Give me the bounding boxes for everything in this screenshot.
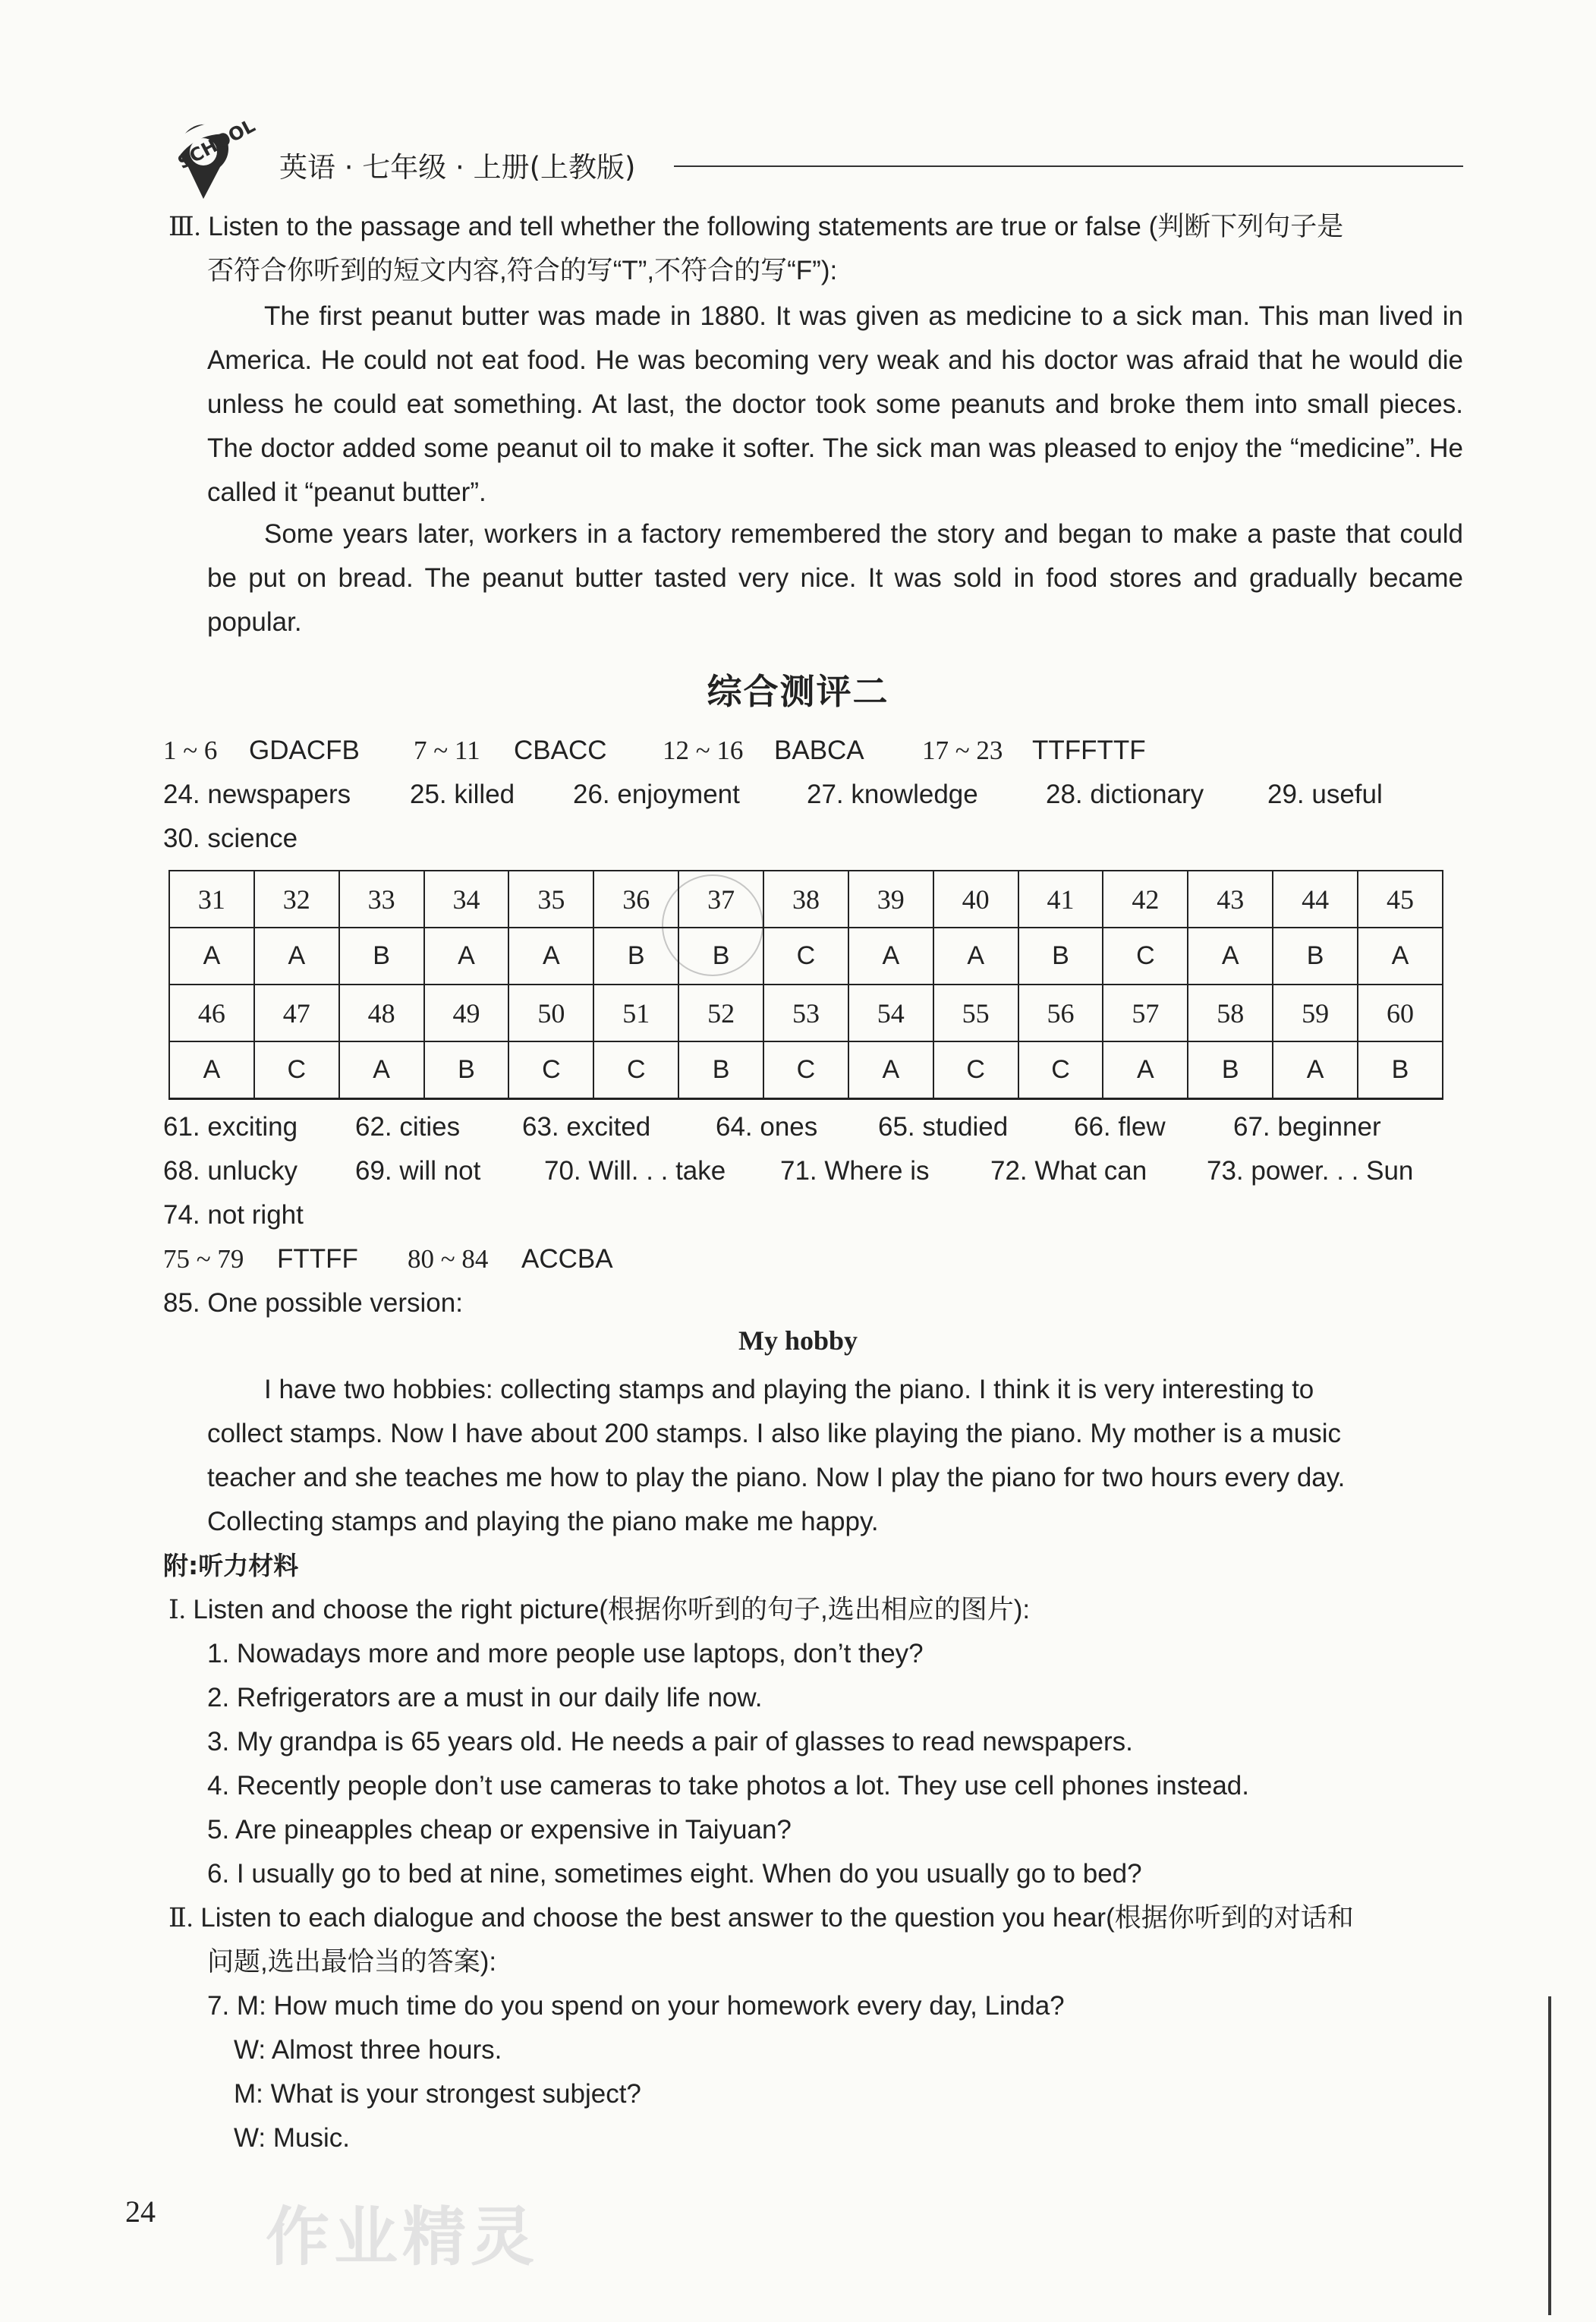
answer-item: 26. enjoyment xyxy=(573,780,740,809)
answer-item: 67. beginner xyxy=(1233,1112,1381,1142)
header-title: 英语 · 七年级 · 上册(上教版) xyxy=(279,151,636,184)
answer-cell: B xyxy=(678,928,763,985)
answer-range: 12 ~ 16 xyxy=(663,736,744,765)
question-number-cell: 56 xyxy=(1018,985,1103,1041)
table-row-numbers xyxy=(169,985,1443,1041)
answer-item: 63. excited xyxy=(522,1112,651,1142)
answer-item: 85. One possible version: xyxy=(163,1288,463,1318)
answer-range: 80 ~ 84 xyxy=(408,1244,489,1274)
answer-cell: A xyxy=(424,928,509,985)
section3-numeral: Ⅲ. xyxy=(168,212,201,241)
dialogue-line: M: What is your strongest subject? xyxy=(234,2079,641,2109)
listening-item: 3. My grandpa is 65 years old. He needs a pair of glasses to read newspapers. xyxy=(207,1727,1133,1756)
watermark: 作业精灵 xyxy=(266,2200,540,2274)
listening-item: 1. Nowadays more and more people use laptops, don’t they? xyxy=(207,1639,924,1668)
section3-paragraph-2: Some years later, workers in a factory remembered the story and began to make a paste that could be put on bread. The peanut butter tasted very nice. It was sold in food stores and gradually became popular. xyxy=(207,519,1463,637)
answer-value: TTFFTTF xyxy=(1032,736,1146,765)
question-number-cell: 58 xyxy=(1188,985,1273,1041)
answer-item: 73. power. . . Sun xyxy=(1207,1156,1414,1186)
answer-cell: B xyxy=(1018,928,1103,985)
appendix-section2-heading xyxy=(168,1896,1354,1939)
question-number-cell: 43 xyxy=(1188,871,1273,928)
question-number-cell: 32 xyxy=(254,871,339,928)
section1-numeral: Ⅰ. xyxy=(168,1595,186,1624)
svg-text:SCHOOL: SCHOOL xyxy=(174,115,259,174)
question-number-cell: 50 xyxy=(508,985,593,1041)
question-number-cell: 46 xyxy=(169,985,254,1041)
question-number-cell: 52 xyxy=(678,985,763,1041)
answer-item: 27. knowledge xyxy=(807,780,978,809)
question-number-cell: 59 xyxy=(1273,985,1358,1041)
margin-rule xyxy=(1548,1996,1551,2315)
answer-cell: A xyxy=(169,928,254,985)
answer-cell: A xyxy=(1188,928,1273,985)
answer-cell: A xyxy=(254,928,339,985)
essay-line: I have two hobbies: collecting stamps and playing the piano. I think it is very interesting to xyxy=(264,1375,1314,1404)
question-number-cell: 48 xyxy=(339,985,424,1041)
section1-instruction: Listen and choose the right picture(根据你听到的句子,选出相应的图片): xyxy=(193,1595,1031,1624)
question-number-cell: 60 xyxy=(1358,985,1443,1041)
section2-instruction-line2: 问题,选出最恰当的答案): xyxy=(207,1947,497,1977)
answer-item: 25. killed xyxy=(410,780,515,809)
answer-cell: C xyxy=(1018,1041,1103,1099)
question-number-cell: 38 xyxy=(763,871,848,928)
answer-cell: C xyxy=(593,1041,678,1099)
answer-item: 74. not right xyxy=(163,1200,304,1230)
answer-cell: A xyxy=(1103,1041,1188,1099)
section2-instruction-line1: Listen to each dialogue and choose the best answer to the question you hear(根据你听到的对话和 xyxy=(200,1903,1354,1933)
question-number-cell: 33 xyxy=(339,871,424,928)
answer-item: 30. science xyxy=(163,824,298,853)
question-number-cell: 57 xyxy=(1103,985,1188,1041)
table-row-answers xyxy=(169,928,1443,985)
answer-cell: B xyxy=(1273,928,1358,985)
answer-cell: A xyxy=(1358,928,1443,985)
answer-item: 69. will not xyxy=(355,1156,481,1186)
question-number-cell: 39 xyxy=(848,871,933,928)
answer-item: 28. dictionary xyxy=(1046,780,1204,809)
question-number-cell: 40 xyxy=(933,871,1018,928)
answer-cell: C xyxy=(508,1041,593,1099)
answer-value: ACCBA xyxy=(521,1244,613,1274)
question-number-cell: 35 xyxy=(508,871,593,928)
answer-item: 65. studied xyxy=(878,1112,1009,1142)
answer-cell: A xyxy=(169,1041,254,1099)
question-number-cell: 47 xyxy=(254,985,339,1041)
dialogue-line: 7. M: How much time do you spend on your homework every day, Linda? xyxy=(207,1991,1065,2021)
answer-item: 68. unlucky xyxy=(163,1156,298,1186)
section2-numeral: Ⅱ. xyxy=(168,1903,194,1933)
question-number-cell: 41 xyxy=(1018,871,1103,928)
answer-table xyxy=(168,870,1443,1100)
question-number-cell: 34 xyxy=(424,871,509,928)
answer-cell: B xyxy=(339,928,424,985)
section3-instruction-line1: Listen to the passage and tell whether the following statements are true or false (判断下列句子是 xyxy=(208,212,1344,241)
answer-cell: C xyxy=(254,1041,339,1099)
question-number-cell: 55 xyxy=(933,985,1018,1041)
answer-item: 71. Where is xyxy=(780,1156,930,1186)
answer-item: 70. Will. . . take xyxy=(544,1156,726,1186)
test-title: 综合测评二 xyxy=(707,671,889,712)
appendix-section1-heading xyxy=(168,1588,1030,1631)
answer-cell: A xyxy=(1273,1041,1358,1099)
answer-cell: A xyxy=(508,928,593,985)
answer-cell: A xyxy=(848,1041,933,1099)
answer-value: GDACFB xyxy=(249,736,360,765)
answer-cell: C xyxy=(763,928,848,985)
listening-item: 4. Recently people don’t use cameras to take photos a lot. They use cell phones instead. xyxy=(207,1771,1249,1801)
question-number-cell: 51 xyxy=(593,985,678,1041)
answer-item: 24. newspapers xyxy=(163,780,351,809)
answer-cell: C xyxy=(933,1041,1018,1099)
question-number-cell: 44 xyxy=(1273,871,1358,928)
table-row-answers xyxy=(169,1041,1443,1099)
section3-paragraph-1: The first peanut butter was made in 1880. It was given as medicine to a sick man. This man lived in America. He could not eat food. He was becoming very weak and his doctor was afraid that he would die unless he could eat something. At last, the doctor took some peanuts and broke them into small pieces. The doctor added some peanut oil to make it softer. The sick man was pleased to enjoy the “medicine”. He called it “peanut butter”. xyxy=(207,301,1463,507)
answer-cell: B xyxy=(424,1041,509,1099)
essay-line: collect stamps. Now I have about 200 stamps. I also like playing the piano. My mother is a music xyxy=(207,1419,1342,1448)
answer-cell: A xyxy=(848,928,933,985)
listening-item: 5. Are pineapples cheap or expensive in Taiyuan? xyxy=(207,1815,792,1845)
answer-range: 17 ~ 23 xyxy=(922,736,1003,765)
listening-item: 2. Refrigerators are a must in our daily life now. xyxy=(207,1683,763,1712)
answer-cell: B xyxy=(1188,1041,1273,1099)
answer-item: 61. exciting xyxy=(163,1112,298,1142)
essay-line: Collecting stamps and playing the piano make me happy. xyxy=(207,1507,879,1536)
question-number-cell: 42 xyxy=(1103,871,1188,928)
question-number-cell: 53 xyxy=(763,985,848,1041)
school-logo-icon xyxy=(159,114,266,205)
answer-value: BABCA xyxy=(774,736,864,765)
question-number-cell: 49 xyxy=(424,985,509,1041)
answer-item: 66. flew xyxy=(1074,1112,1166,1142)
question-number-cell: 37 xyxy=(678,871,763,928)
section3-instruction-line2: 否符合你听到的短文内容,符合的写“T”,不符合的写“F”): xyxy=(207,256,838,285)
dialogue-line: W: Music. xyxy=(234,2123,350,2153)
question-number-cell: 45 xyxy=(1358,871,1443,928)
answer-cell: B xyxy=(593,928,678,985)
answer-cell: C xyxy=(763,1041,848,1099)
answer-cell: C xyxy=(1103,928,1188,985)
answer-range: 7 ~ 11 xyxy=(414,736,480,765)
page-number: 24 xyxy=(125,2194,156,2229)
question-number-cell: 54 xyxy=(848,985,933,1041)
answer-item: 64. ones xyxy=(716,1112,818,1142)
answer-cell: B xyxy=(678,1041,763,1099)
answer-value: FTTFF xyxy=(277,1244,358,1274)
answer-value: CBACC xyxy=(514,736,607,765)
answer-item: 72. What can xyxy=(990,1156,1147,1186)
header-rule xyxy=(674,165,1463,167)
dialogue-line: W: Almost three hours. xyxy=(234,2035,502,2065)
answer-item: 62. cities xyxy=(355,1112,461,1142)
question-number-cell: 31 xyxy=(169,871,254,928)
answer-cell: B xyxy=(1358,1041,1443,1099)
listening-item: 6. I usually go to bed at nine, sometimes eight. When do you usually go to bed? xyxy=(207,1859,1142,1889)
answer-range: 1 ~ 6 xyxy=(163,736,218,765)
answer-cell: A xyxy=(933,928,1018,985)
essay-title: My hobby xyxy=(738,1325,858,1356)
essay-line: teacher and she teaches me how to play the piano. Now I play the piano for two hours every day. xyxy=(207,1463,1346,1492)
appendix-title: 附:听力材料 xyxy=(163,1551,299,1580)
answer-range: 75 ~ 79 xyxy=(163,1244,244,1274)
answer-item: 29. useful xyxy=(1267,780,1383,809)
question-number-cell: 36 xyxy=(593,871,678,928)
table-row-numbers xyxy=(169,871,1443,928)
answer-cell: A xyxy=(339,1041,424,1099)
section3-heading xyxy=(168,205,1343,248)
